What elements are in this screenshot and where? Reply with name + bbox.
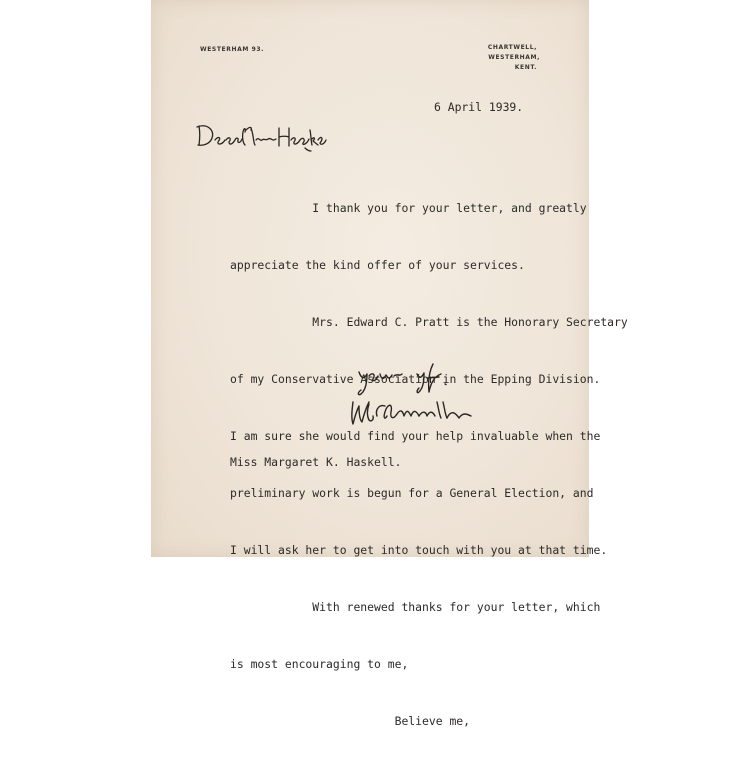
letterhead-address [487, 43, 540, 73]
letterhead-address-line-3: KENT. [514, 64, 537, 71]
body-line: Mrs. Edward C. Pratt is the Honorary Secretary [230, 315, 628, 329]
body-line: I am sure she would find your help invaluable when the [230, 429, 601, 443]
recipient-name: Miss Margaret K. Haskell. [230, 455, 402, 469]
body-line: is most encouraging to me, [230, 657, 409, 671]
body-line: Believe me, [230, 714, 471, 728]
letterhead-address-line-2: WESTERHAM, [488, 54, 540, 61]
body-line: I thank you for your letter, and greatly [230, 201, 587, 215]
letterhead-phone: WESTERHAM 93. [200, 46, 265, 53]
letter-date: 6 April 1939. [434, 100, 524, 114]
body-line: I will ask her to get into touch with you at that time. [230, 543, 608, 557]
signature [347, 392, 497, 432]
letterhead-address-line-1: CHARTWELL, [487, 44, 537, 51]
body-line: of my Conservative Association in the Epping Division. [230, 372, 601, 386]
body-line: With renewed thanks for your letter, which [230, 600, 601, 614]
body-line: appreciate the kind offer of your services. [230, 258, 525, 272]
handwritten-salutation [193, 118, 328, 154]
letter-sheet [151, 0, 628, 728]
body-line: preliminary work is begun for a General Election, and [230, 486, 594, 500]
